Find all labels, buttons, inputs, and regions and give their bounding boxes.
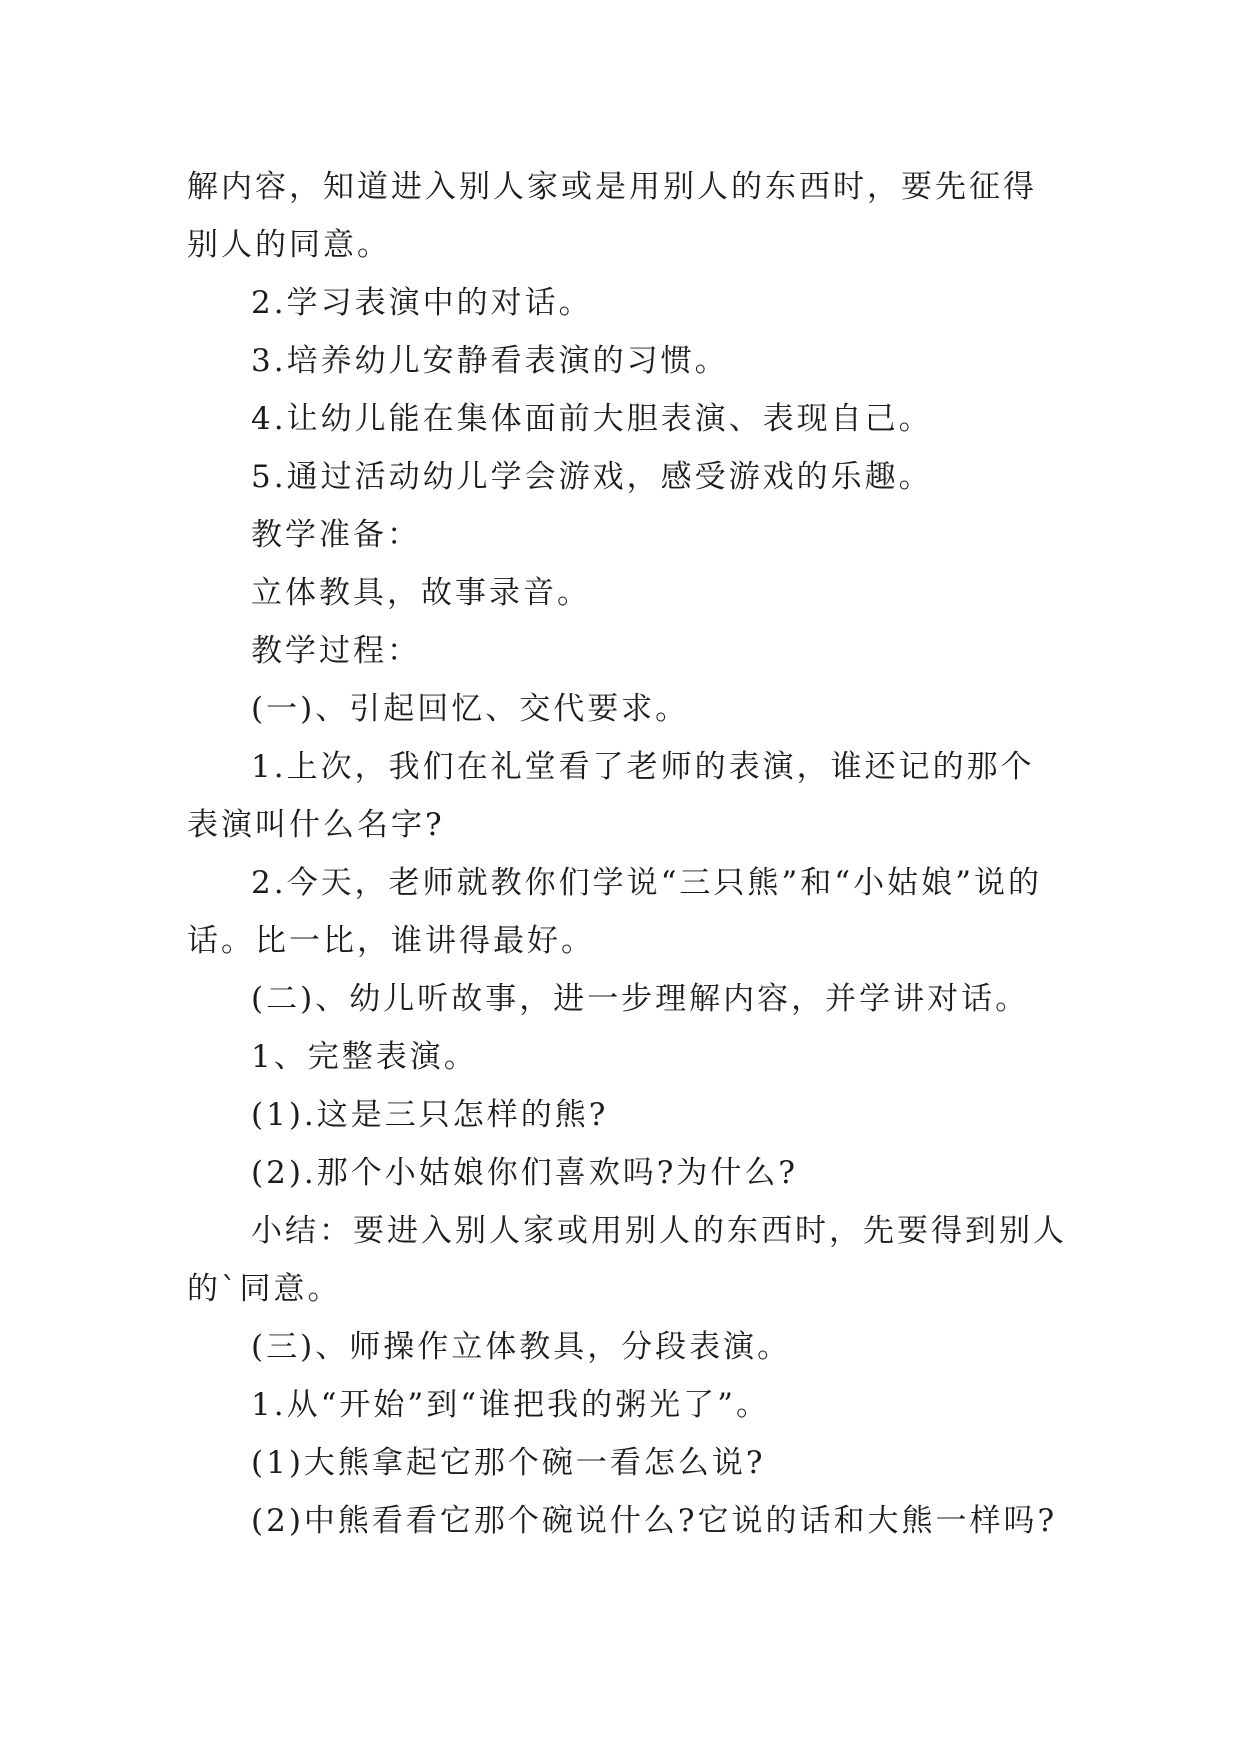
section-heading: 教学准备：	[251, 517, 421, 553]
paragraph: 1.上次，我们在礼堂看了老师的表演，谁还记的那个表演叫什么名字?	[187, 749, 1035, 843]
paragraph: 1、完整表演。	[251, 1039, 478, 1075]
paragraph: 3.培养幼儿安静看表演的习惯。	[251, 343, 729, 379]
section-heading: 教学过程：	[251, 633, 421, 669]
paragraph: 1.从“开始”到“谁把我的粥光了”。	[251, 1387, 770, 1423]
paragraph: (1).这是三只怎样的熊?	[251, 1097, 609, 1133]
paragraph: 4.让幼儿能在集体面前大胆表演、表现自己。	[251, 401, 933, 437]
paragraph: 立体教具，故事录音。	[251, 575, 591, 611]
paragraph: (1)大熊拿起它那个碗一看怎么说?	[251, 1445, 766, 1481]
paragraph: 解内容，知道进入别人家或是用别人的东西时，要先征得别人的同意。	[187, 169, 1037, 263]
paragraph: 2.学习表演中的对话。	[251, 285, 593, 321]
document-body	[187, 158, 1067, 1550]
paragraph: 5.通过活动幼儿学会游戏，感受游戏的乐趣。	[251, 459, 933, 495]
paragraph: (2).那个小姑娘你们喜欢吗?为什么?	[251, 1155, 799, 1191]
subsection-heading: (一)、引起回忆、交代要求。	[251, 691, 690, 727]
paragraph: 2.今天，老师就教你们学说“三只熊”和“小姑娘”说的话。比一比，谁讲得最好。	[187, 865, 1042, 959]
subsection-heading: (二)、幼儿听故事，进一步理解内容，并学讲对话。	[251, 981, 1030, 1017]
paragraph: (2)中熊看看它那个碗说什么?它说的话和大熊一样吗?	[251, 1503, 1058, 1539]
subsection-heading: (三)、师操作立体教具，分段表演。	[251, 1329, 792, 1365]
summary-paragraph: 小结：要进入别人家或用别人的东西时，先要得到别人的`同意。	[187, 1213, 1067, 1307]
